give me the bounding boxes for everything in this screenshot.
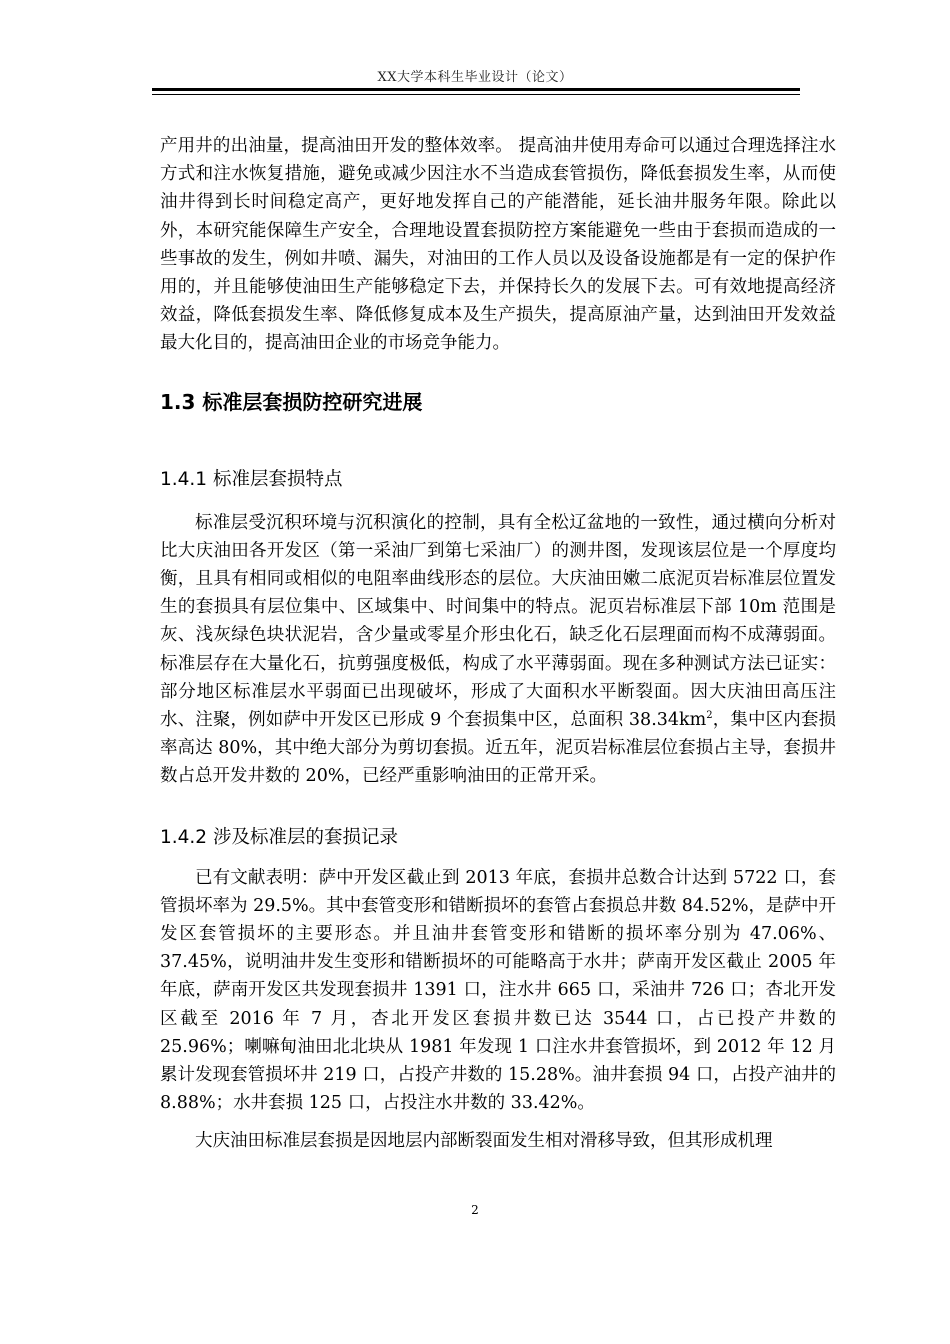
intro-paragraph: 产用井的出油量，提高油田开发的整体效率。 提高油井使用寿命可以通过合理选择注水方式和注水恢复措施，避免或减少因注水不当造成套管损伤，降低套损发生率，从而使油井得到长时间稳定高产，更好地发挥自己的产能潜能，延长油井服务年限。除此以外，本研究能保障生产安全，合理地设置套损防控方案能避免一些由于套损而造成的一些事故的发生，例如井喷、漏失，对油田的工作人员以及设备设施都是有一定的保护作用的，并且能够使油田生产能够稳定下去，并保持长久的发展下去。可有效地提高经济效益，降低套损发生率、降低修复成本及生产损失，提高原油产量，达到油田开发效益最大化目的，提高油田企业的市场竞争能力。 — [160, 136, 836, 354]
paragraph-1-4-2-b: 大庆油田标准层套损是因地层内部断裂面发生相对滑移导致，但其形成机理 — [195, 1131, 773, 1152]
header-rule-thick — [152, 88, 800, 91]
superscript-2: 2 — [706, 710, 713, 722]
header-rule-thin — [152, 94, 800, 95]
subsection-heading-1-4-1: 1.4.1 标准层套损特点 — [160, 468, 343, 490]
page-number: 2 — [471, 1203, 479, 1217]
paragraph-1-4-1 — [160, 509, 836, 791]
paragraph-1-4-2-a: 已有文献表明：萨中开发区截止到 2013 年底，套损井总数合计达到 5722 口，套管损坏率为 29.5%。其中套管变形和错断损坏的套管占套损总井数 84.52%，是萨中开发区套管损坏的主要形态。并且油井套管变形和错断的损坏率分别为 47.06%、37.45%，说明油井发生变形和错断损坏的可能略高于水井；萨南开发区截止 2005 年年底，萨南开发区共发现套损井 1391 口，注水井 665 口，采油井 726 口；杏北开发区截至 2016 年 7 月，杏北开发区套损井数已达 3544 口，占已投产井数的 25.96%；喇嘛甸油田北北块从 1981 年发现 1 口注水井套管损坏，到 2012 年 12 月累计发现套管损坏井 219 口，占投产井数的 15.28%。油井套损 94 口，占投产油井的 8.88%；水井套损 125 口，占投注水井数的 33.42%。 — [160, 867, 836, 1114]
paragraph-1-4-1-part-a: 标准层受沉积环境与沉积演化的控制，具有全松辽盆地的一致性，通过横向分析对比大庆油田各开发区（第一采油厂到第七采油厂）的测井图，发现该层位是一个厚度均衡，且具有相同或相似的电阻率曲线形态的层位。大庆油田嫩二底泥页岩标准层位置发生的套损具有层位集中、区域集中、时间集中的特点。泥页岩标准层下部 10m 范围是灰、浅灰绿色块状泥岩，含少量或零星介形虫化石，缺乏化石层理面而构不成薄弱面。标准层存在大量化石，抗剪强度极低，构成了水平薄弱面。现在多种测试方法已证实：部分地区标准层水平弱面已出现破坏，形成了大面积水平断裂面。因大庆油田高压注水、注聚，例如萨中开发区已形成 9 个套损集中区，总面积 38.34km — [160, 512, 836, 731]
paragraph-1-4-1-part-b: ，集中区内套损率高达 80%，其中绝大部分为剪切套损。近五年，泥页岩标准层位套损占主导，套损井数占总开发井数的 20%，已经严重影响油田的正常开采。 — [160, 710, 836, 787]
body-text — [160, 132, 836, 1156]
subsection-heading-1-4-2: 1.4.2 涉及标准层的套损记录 — [160, 826, 398, 848]
section-heading-1-3: 1.3 标准层套损防控研究进展 — [160, 389, 423, 414]
running-header: XX大学本科生毕业设计（论文） — [377, 70, 573, 85]
